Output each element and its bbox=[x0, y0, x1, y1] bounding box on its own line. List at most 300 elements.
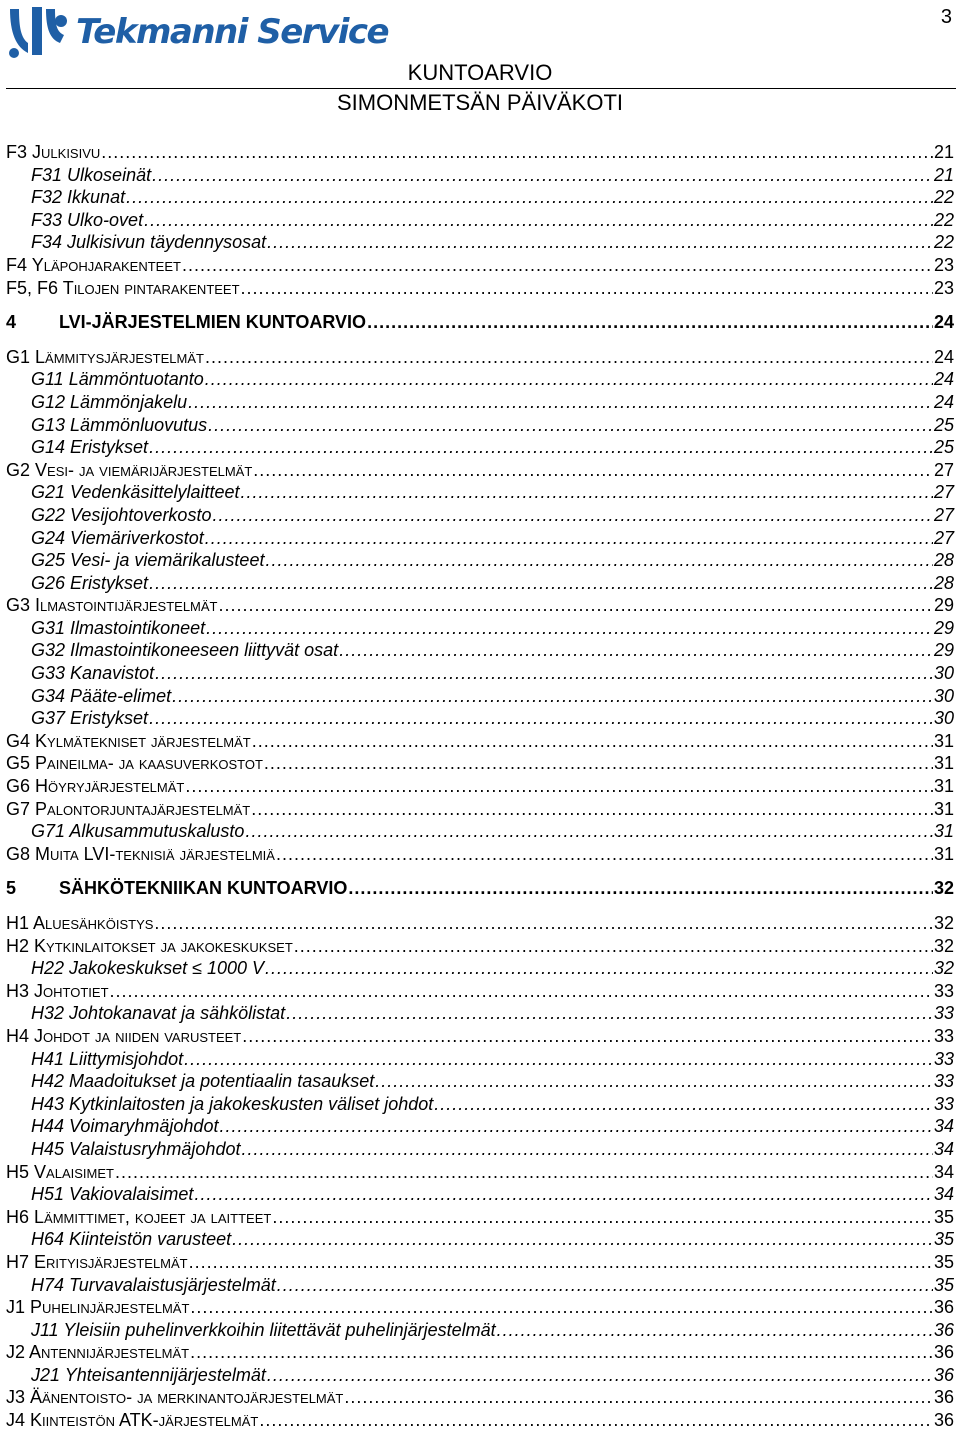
toc-entry-title bbox=[6, 1341, 189, 1364]
toc-leader-dots bbox=[232, 1228, 933, 1251]
toc-page-number: 31 bbox=[933, 753, 954, 774]
toc-entry-text: Johtokanavat ja sähkölistat bbox=[69, 1003, 286, 1024]
toc-page-number: 34 bbox=[933, 1161, 954, 1182]
toc-leader-dots bbox=[152, 164, 933, 187]
toc-entry[interactable] bbox=[6, 707, 954, 730]
document-title: KUNTOARVIO bbox=[407, 60, 553, 85]
toc-entry-title bbox=[6, 912, 153, 935]
toc-page-number: 27 bbox=[933, 482, 954, 503]
toc-page-number: 33 bbox=[933, 1048, 954, 1069]
toc-page-number: 24 bbox=[933, 312, 954, 333]
toc-entry-number: J4 bbox=[6, 1410, 26, 1431]
toc-leader-dots bbox=[252, 730, 933, 753]
toc-entry-text: Alkusammutuskalusto bbox=[69, 821, 245, 842]
toc-page-number: 30 bbox=[933, 685, 954, 706]
toc-page-number: 34 bbox=[933, 1138, 954, 1159]
toc-entry[interactable] bbox=[6, 1274, 954, 1297]
toc-page-number: 31 bbox=[933, 821, 954, 842]
toc-entry[interactable] bbox=[6, 391, 954, 414]
company-name: Tekmanni Service bbox=[76, 12, 389, 52]
toc-page-number: 36 bbox=[933, 1319, 954, 1340]
toc-entry[interactable] bbox=[6, 820, 954, 843]
toc-leader-dots bbox=[259, 1409, 933, 1432]
toc-leader-dots bbox=[277, 1274, 933, 1297]
toc-entry-number: F34 bbox=[31, 232, 63, 253]
toc-leader-dots bbox=[185, 775, 933, 798]
toc-entry-number: G2 bbox=[6, 459, 31, 480]
header-divider bbox=[6, 88, 956, 89]
toc-entry-number: H45 bbox=[31, 1138, 65, 1159]
toc-entry-number: G26 bbox=[31, 572, 66, 593]
toc-leader-dots bbox=[264, 752, 933, 775]
toc-entry-number: G32 bbox=[31, 640, 66, 661]
toc-entry[interactable] bbox=[6, 414, 954, 437]
toc-leader-dots bbox=[241, 1138, 933, 1161]
toc-entry-number: H32 bbox=[31, 1003, 65, 1024]
toc-page-number: 36 bbox=[933, 1342, 954, 1363]
toc-leader-dots bbox=[182, 254, 933, 277]
toc-page-number: 35 bbox=[933, 1274, 954, 1295]
toc-entry-number: F32 bbox=[31, 187, 63, 208]
toc-entry-title bbox=[6, 935, 293, 958]
toc-leader-dots bbox=[115, 1161, 933, 1184]
toc-entry-title bbox=[6, 1251, 188, 1274]
toc-entry-number: H3 bbox=[6, 980, 30, 1001]
toc-page-number: 21 bbox=[933, 164, 954, 185]
toc-leader-dots bbox=[149, 572, 933, 595]
toc-entry-text: Äänentoisto- ja merkinantojärjestelmät bbox=[30, 1387, 344, 1408]
toc-page-number: 31 bbox=[933, 730, 954, 751]
toc-entry[interactable] bbox=[6, 549, 954, 572]
toc-entry[interactable] bbox=[6, 481, 954, 504]
toc-entry-title bbox=[31, 1115, 218, 1138]
toc-leader-dots bbox=[272, 1206, 933, 1229]
toc-page-number: 27 bbox=[933, 459, 954, 480]
page-header bbox=[0, 0, 960, 120]
toc-entry[interactable] bbox=[6, 254, 954, 277]
toc-entry-number: G3 bbox=[6, 595, 31, 616]
toc-entry-title bbox=[6, 1206, 271, 1229]
toc-leader-dots bbox=[110, 980, 933, 1003]
toc-page-number: 31 bbox=[933, 843, 954, 864]
toc-page-number: 29 bbox=[933, 640, 954, 661]
toc-entry-number: F31 bbox=[31, 164, 63, 185]
table-of-contents bbox=[6, 141, 954, 1432]
toc-leader-dots bbox=[265, 957, 933, 980]
toc-entry[interactable] bbox=[6, 775, 954, 798]
toc-entry[interactable] bbox=[6, 843, 954, 866]
toc-chapter-entry[interactable] bbox=[6, 877, 954, 900]
toc-entry[interactable] bbox=[6, 1070, 954, 1093]
toc-entry-title bbox=[6, 730, 251, 753]
toc-entry[interactable] bbox=[6, 617, 954, 640]
toc-entry[interactable] bbox=[6, 368, 954, 391]
toc-entry[interactable] bbox=[6, 504, 954, 527]
toc-page-number: 22 bbox=[933, 187, 954, 208]
toc-page-number: 29 bbox=[933, 617, 954, 638]
toc-entry[interactable] bbox=[6, 436, 954, 459]
toc-entry-text: Ilmastointikoneeseen liittyvät osat bbox=[70, 640, 339, 661]
toc-entry-text: Palontorjuntajärjestelmät bbox=[35, 798, 251, 819]
toc-leader-dots bbox=[190, 1296, 933, 1319]
toc-entry-text: Lämmönluovutus bbox=[70, 414, 208, 435]
toc-entry-title bbox=[31, 617, 205, 640]
toc-entry[interactable] bbox=[6, 141, 954, 164]
toc-leader-dots bbox=[253, 459, 933, 482]
toc-entry[interactable] bbox=[6, 209, 954, 232]
toc-entry-text: Vedenkäsittelylaitteet bbox=[70, 482, 240, 503]
toc-leader-dots bbox=[155, 662, 933, 685]
toc-entry-title bbox=[31, 1319, 496, 1342]
toc-entry-text: SÄHKÖTEKNIIKAN KUNTOARVIO bbox=[59, 878, 348, 899]
toc-entry-text: Eristykset bbox=[70, 572, 149, 593]
toc-entry-text: Lämmöntuotanto bbox=[68, 369, 204, 390]
toc-entry[interactable] bbox=[6, 164, 954, 187]
toc-entry-number: H43 bbox=[31, 1093, 65, 1114]
toc-page-number: 30 bbox=[933, 708, 954, 729]
toc-entry[interactable] bbox=[6, 277, 954, 300]
toc-entry-number: G24 bbox=[31, 527, 66, 548]
toc-leader-dots bbox=[375, 1070, 933, 1093]
toc-entry-number: F33 bbox=[31, 209, 63, 230]
toc-entry[interactable] bbox=[6, 639, 954, 662]
toc-entry-title bbox=[6, 594, 218, 617]
toc-entry-text: Yleisiin puhelinverkkoihin liitettävät puhelinjärjestelmät bbox=[63, 1319, 496, 1340]
toc-entry[interactable] bbox=[6, 1251, 954, 1274]
toc-entry-text: Kanavistot bbox=[70, 663, 155, 684]
toc-entry-title bbox=[31, 414, 207, 437]
toc-page-number: 30 bbox=[933, 663, 954, 684]
toc-entry-number: G13 bbox=[31, 414, 66, 435]
toc-entry-title bbox=[31, 662, 154, 685]
toc-page-number: 33 bbox=[933, 1071, 954, 1092]
toc-entry-number: G34 bbox=[31, 685, 66, 706]
toc-entry[interactable] bbox=[6, 1002, 954, 1025]
toc-leader-dots bbox=[344, 1386, 933, 1409]
toc-entry[interactable] bbox=[6, 1409, 954, 1432]
toc-entry-title bbox=[31, 549, 264, 572]
toc-entry-title bbox=[31, 1070, 374, 1093]
toc-entry-title bbox=[31, 504, 211, 527]
toc-entry-title bbox=[31, 820, 244, 843]
toc-entry-number: H41 bbox=[31, 1048, 65, 1069]
toc-entry-title bbox=[6, 1409, 258, 1432]
toc-leader-dots bbox=[276, 843, 933, 866]
toc-chapter-entry[interactable] bbox=[6, 311, 954, 334]
toc-entry-title bbox=[6, 843, 275, 866]
toc-leader-dots bbox=[149, 436, 933, 459]
toc-entry-number: H7 bbox=[6, 1251, 30, 1272]
toc-entry-text: Vesi- ja viemärikalusteet bbox=[70, 550, 265, 571]
toc-entry-number: H2 bbox=[6, 935, 30, 956]
toc-page-number: 32 bbox=[933, 958, 954, 979]
toc-entry-text: Kytkinlaitokset ja jakokeskukset bbox=[34, 935, 293, 956]
toc-leader-dots bbox=[190, 1341, 933, 1364]
toc-entry-number: H44 bbox=[31, 1116, 65, 1137]
toc-leader-dots bbox=[497, 1319, 933, 1342]
toc-entry[interactable] bbox=[6, 685, 954, 708]
toc-entry-title bbox=[6, 752, 263, 775]
toc-page-number: 36 bbox=[933, 1297, 954, 1318]
toc-leader-dots bbox=[144, 209, 933, 232]
toc-entry-number: J3 bbox=[6, 1387, 26, 1408]
toc-entry-number: G33 bbox=[31, 663, 66, 684]
toc-entry-title bbox=[31, 231, 266, 254]
toc-entry-number: H51 bbox=[31, 1184, 65, 1205]
toc-page-number: 25 bbox=[933, 437, 954, 458]
toc-entry-text: Antennijärjestelmät bbox=[29, 1342, 190, 1363]
toc-page-number: 35 bbox=[933, 1251, 954, 1272]
toc-entry-number: H5 bbox=[6, 1161, 30, 1182]
toc-leader-dots bbox=[188, 391, 933, 414]
toc-entry-title bbox=[31, 1228, 231, 1251]
toc-leader-dots bbox=[212, 504, 933, 527]
toc-entry-number: G5 bbox=[6, 753, 31, 774]
toc-entry-text: Puhelinjärjestelmät bbox=[30, 1297, 190, 1318]
toc-leader-dots bbox=[240, 481, 932, 504]
toc-page-number: 32 bbox=[933, 878, 954, 899]
page-number: 3 bbox=[940, 6, 952, 28]
toc-leader-dots bbox=[367, 311, 933, 334]
toc-entry-text: Kylmätekniset järjestelmät bbox=[35, 730, 251, 751]
toc-entry-number: 4 bbox=[6, 312, 17, 333]
toc-entry-title bbox=[31, 1364, 266, 1387]
toc-entry-text: Aluesähköistys bbox=[33, 913, 154, 933]
toc-entry-text: LVI-JÄRJESTELMIEN KUNTOARVIO bbox=[59, 312, 367, 333]
document-subtitle: SIMONMETSÄN PÄIVÄKOTI bbox=[336, 90, 624, 115]
toc-entry-number: G4 bbox=[6, 730, 31, 751]
toc-entry-number: 5 bbox=[6, 878, 17, 899]
toc-entry-text: Ulkoseinät bbox=[67, 164, 152, 185]
toc-leader-dots bbox=[245, 820, 933, 843]
toc-entry-number: G21 bbox=[31, 482, 66, 503]
toc-entry[interactable] bbox=[6, 752, 954, 775]
toc-entry-title bbox=[31, 639, 338, 662]
toc-entry[interactable] bbox=[6, 1138, 954, 1161]
toc-page-number: 35 bbox=[933, 1229, 954, 1250]
toc-leader-dots bbox=[267, 1364, 933, 1387]
toc-page-number: 27 bbox=[933, 504, 954, 525]
toc-page-number: 24 bbox=[933, 346, 954, 367]
toc-entry-text: Ulko-ovet bbox=[67, 209, 144, 230]
toc-entry[interactable] bbox=[6, 912, 954, 935]
toc-entry-number: F4 bbox=[6, 254, 28, 275]
toc-entry-title bbox=[31, 186, 125, 209]
toc-entry-text: Tilojen pintarakenteet bbox=[62, 277, 240, 298]
toc-entry-number: G71 bbox=[31, 821, 66, 842]
toc-entry-number: G8 bbox=[6, 843, 31, 864]
toc-entry-number: H64 bbox=[31, 1229, 65, 1250]
toc-page-number: 24 bbox=[933, 391, 954, 412]
toc-entry-text: Turvavalaistusjärjestelmät bbox=[69, 1274, 276, 1295]
toc-entry-title bbox=[31, 1274, 276, 1297]
company-logo bbox=[6, 2, 388, 62]
toc-entry[interactable] bbox=[6, 1206, 954, 1229]
toc-page-number: 36 bbox=[933, 1364, 954, 1385]
toc-entry[interactable] bbox=[6, 1364, 954, 1387]
toc-page-number: 33 bbox=[933, 980, 954, 1001]
toc-entry-text: Ikkunat bbox=[67, 187, 126, 208]
toc-entry[interactable] bbox=[6, 730, 954, 753]
toc-entry-text: Lämmitysjärjestelmät bbox=[35, 346, 204, 367]
toc-entry-title bbox=[31, 209, 143, 232]
toc-entry[interactable] bbox=[6, 798, 954, 821]
toc-entry-number: J1 bbox=[6, 1297, 26, 1318]
toc-entry-text: Ilmastointikoneet bbox=[70, 617, 206, 638]
toc-entry[interactable] bbox=[6, 1319, 954, 1342]
toc-entry-number: F3 bbox=[6, 142, 28, 162]
toc-page-number: 31 bbox=[933, 798, 954, 819]
toc-entry-text: Valaistusryhmäjohdot bbox=[69, 1138, 241, 1159]
toc-entry-title bbox=[31, 368, 204, 391]
toc-page-number: 21 bbox=[933, 142, 954, 162]
toc-entry-number: F5, F6 bbox=[6, 277, 59, 298]
toc-leader-dots bbox=[267, 231, 933, 254]
toc-entry-title bbox=[31, 527, 204, 550]
toc-entry-number: H6 bbox=[6, 1206, 30, 1227]
toc-entry-number: G37 bbox=[31, 708, 66, 729]
toc-entry-title bbox=[6, 980, 109, 1003]
toc-entry-number: G22 bbox=[31, 504, 66, 525]
toc-entry[interactable] bbox=[6, 1025, 954, 1048]
toc-entry-title bbox=[31, 164, 151, 187]
toc-entry-number: G31 bbox=[31, 617, 66, 638]
toc-page-number: 28 bbox=[933, 550, 954, 571]
toc-leader-dots bbox=[241, 277, 933, 300]
toc-page-number: 28 bbox=[933, 572, 954, 593]
toc-entry[interactable] bbox=[6, 1115, 954, 1138]
toc-page-number: 32 bbox=[933, 913, 954, 933]
toc-leader-dots bbox=[172, 685, 933, 708]
toc-leader-dots bbox=[205, 527, 933, 550]
toc-entry[interactable] bbox=[6, 1296, 954, 1319]
toc-entry-text: Ilmastointijärjestelmät bbox=[35, 595, 218, 616]
toc-leader-dots bbox=[189, 1251, 933, 1274]
toc-leader-dots bbox=[348, 877, 933, 900]
toc-entry-title bbox=[31, 572, 148, 595]
toc-entry-text: Julkisivun täydennysosat bbox=[67, 232, 267, 253]
toc-leader-dots bbox=[194, 1183, 933, 1206]
toc-entry-title bbox=[6, 459, 252, 482]
toc-page-number: 23 bbox=[933, 277, 954, 298]
toc-leader-dots bbox=[184, 1048, 933, 1071]
toc-leader-dots bbox=[286, 1002, 933, 1025]
toc-entry-text: Kiinteistön varusteet bbox=[69, 1229, 232, 1250]
toc-entry[interactable] bbox=[6, 980, 954, 1003]
toc-entry-number: H1 bbox=[6, 913, 30, 933]
toc-leader-dots bbox=[101, 141, 933, 164]
toc-entry-title bbox=[31, 436, 148, 459]
toc-entry[interactable] bbox=[6, 957, 954, 980]
toc-leader-dots bbox=[251, 798, 933, 821]
toc-entry-text: Vesijohtoverkosto bbox=[70, 504, 212, 525]
toc-entry[interactable] bbox=[6, 186, 954, 209]
toc-page-number: 36 bbox=[933, 1410, 954, 1431]
toc-entry-text: Kiinteistön ATK-järjestelmät bbox=[30, 1410, 259, 1431]
toc-leader-dots bbox=[265, 549, 933, 572]
toc-page-number: 33 bbox=[933, 1093, 954, 1114]
toc-page-number: 22 bbox=[933, 232, 954, 253]
toc-entry-text: Muita LVI-teknisiä järjestelmiä bbox=[35, 843, 275, 864]
toc-entry-title bbox=[31, 481, 239, 504]
toc-entry-title bbox=[6, 775, 184, 798]
toc-entry-text: Paineilma- ja kaasuverkostot bbox=[35, 753, 263, 774]
toc-entry-title bbox=[31, 1048, 183, 1071]
toc-entry-title bbox=[6, 1025, 241, 1048]
toc-entry-title bbox=[31, 957, 264, 980]
toc-leader-dots bbox=[339, 639, 933, 662]
toc-entry[interactable] bbox=[6, 1093, 954, 1116]
toc-entry[interactable] bbox=[6, 1341, 954, 1364]
toc-entry[interactable] bbox=[6, 231, 954, 254]
toc-entry-text: Lämmönjakelu bbox=[70, 391, 188, 412]
toc-entry[interactable] bbox=[6, 594, 954, 617]
toc-entry-text: Voimaryhmäjohdot bbox=[69, 1116, 219, 1137]
toc-entry-number: G1 bbox=[6, 346, 31, 367]
toc-leader-dots bbox=[206, 617, 933, 640]
toc-entry-title bbox=[6, 1161, 114, 1184]
toc-entry-title bbox=[31, 1183, 193, 1206]
toc-page-number: 31 bbox=[933, 776, 954, 797]
toc-leader-dots bbox=[434, 1093, 933, 1116]
toc-entry-text: Johtotiet bbox=[34, 980, 109, 1001]
toc-entry[interactable] bbox=[6, 1228, 954, 1251]
toc-entry-number: G14 bbox=[31, 437, 66, 458]
toc-entry-number: J2 bbox=[6, 1342, 26, 1363]
toc-entry[interactable] bbox=[6, 527, 954, 550]
toc-entry-text: Julkisivu bbox=[32, 142, 101, 162]
toc-entry-text: Valaisimet bbox=[34, 1161, 114, 1182]
toc-entry[interactable] bbox=[6, 935, 954, 958]
toc-entry-text: Johdot ja niiden varusteet bbox=[34, 1025, 242, 1046]
toc-entry-text: Lämmittimet, kojeet ja laitteet bbox=[34, 1206, 272, 1227]
toc-page-number: 25 bbox=[933, 414, 954, 435]
toc-entry[interactable] bbox=[6, 1183, 954, 1206]
toc-page-number: 35 bbox=[933, 1206, 954, 1227]
toc-leader-dots bbox=[205, 346, 933, 369]
toc-entry-title bbox=[6, 346, 204, 369]
toc-entry[interactable] bbox=[6, 1161, 954, 1184]
toc-entry-text: Vakiovalaisimet bbox=[69, 1184, 194, 1205]
toc-entry-text: Kytkinlaitosten ja jakokeskusten väliset johdot bbox=[69, 1093, 434, 1114]
toc-entry-title bbox=[31, 685, 171, 708]
toc-entry[interactable] bbox=[6, 1048, 954, 1071]
toc-entry[interactable] bbox=[6, 1386, 954, 1409]
toc-entry-title bbox=[31, 1002, 285, 1025]
toc-page-number: 34 bbox=[933, 1184, 954, 1205]
toc-entry-number: G6 bbox=[6, 776, 31, 797]
toc-page-number: 36 bbox=[933, 1387, 954, 1408]
toc-entry-number: G12 bbox=[31, 391, 66, 412]
toc-leader-dots bbox=[126, 186, 933, 209]
toc-entry-text: Yhteisantennijärjestelmät bbox=[64, 1364, 266, 1385]
toc-page-number: 24 bbox=[933, 369, 954, 390]
toc-entry-text: Eristykset bbox=[70, 708, 149, 729]
toc-entry[interactable] bbox=[6, 459, 954, 482]
toc-entry-title bbox=[31, 707, 148, 730]
toc-entry[interactable] bbox=[6, 572, 954, 595]
toc-entry[interactable] bbox=[6, 662, 954, 685]
toc-entry-title bbox=[31, 1093, 433, 1116]
toc-entry[interactable] bbox=[6, 346, 954, 369]
toc-entry-number: H74 bbox=[31, 1274, 65, 1295]
toc-entry-title bbox=[31, 1138, 240, 1161]
toc-entry-title bbox=[6, 798, 250, 821]
toc-leader-dots bbox=[242, 1025, 933, 1048]
toc-entry-number: J21 bbox=[31, 1364, 61, 1385]
toc-page-number: 33 bbox=[933, 1025, 954, 1046]
toc-leader-dots bbox=[219, 1115, 933, 1138]
